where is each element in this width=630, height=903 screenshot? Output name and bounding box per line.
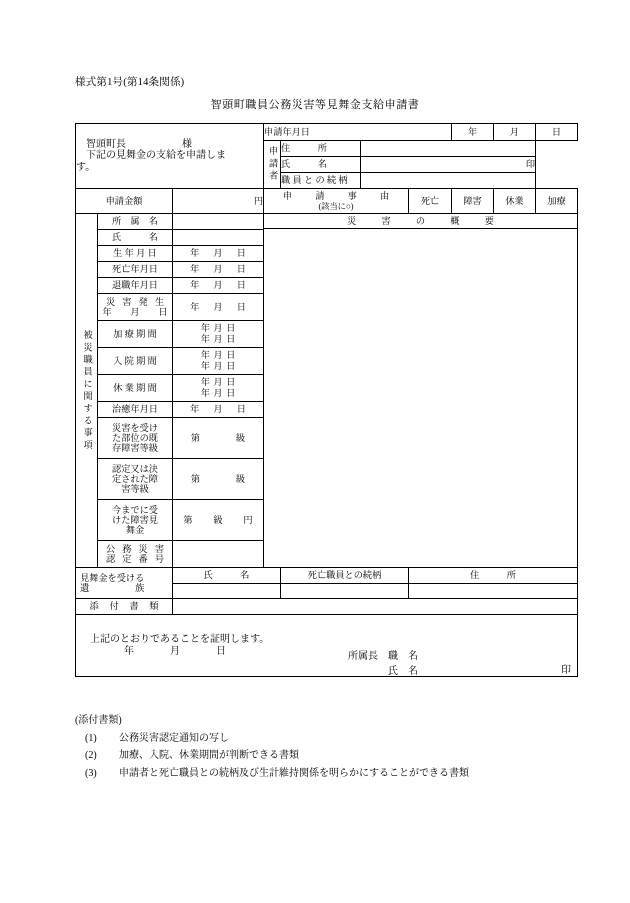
application-form-table [75, 123, 578, 677]
row-affiliation [76, 214, 578, 230]
applicant-address-label: 住 所 [281, 141, 361, 157]
victim-name-input[interactable] [173, 230, 264, 246]
amount-label: 申請金額 [76, 189, 173, 214]
certificate-signature-block [348, 649, 418, 679]
applicant-relation-label: 職 員 と の 続 柄 [281, 173, 361, 189]
victim-hospitalization-period-input[interactable] [173, 348, 264, 375]
reason-label: 申 請 事 由 [282, 191, 397, 202]
ymd-day: 日 [236, 264, 246, 275]
victim-row-label [98, 500, 173, 541]
grade-suffix: 級 [235, 473, 246, 484]
certificate-date-month: 月 [170, 645, 180, 657]
ymd-month: 月 [213, 361, 223, 371]
row-certificate [76, 615, 578, 677]
attachment-note-item [75, 765, 575, 783]
bereaved-column-address: 住 所 [409, 568, 578, 584]
previous-label-line3: 舞金 [125, 525, 145, 536]
disaster-overview-header: 災 害 の 概 要 [264, 214, 577, 229]
reason-sub-label: (該当に○) [318, 201, 354, 211]
certificate-chief-row [348, 649, 418, 664]
attachment-note-number: (2) [85, 750, 97, 761]
preexisting-label-line1: 災害を受け [112, 422, 158, 433]
grade-prefix: 第 [190, 473, 201, 484]
victim-row-label [98, 294, 173, 321]
applicant-vertical-label-text: 申請者 [267, 146, 278, 183]
application-date-month[interactable]: 月 [494, 124, 536, 141]
preexisting-label-line3: 存障害等級 [112, 443, 158, 454]
addressee-statement-1: 下記の見舞金の支給を申請しま [86, 150, 226, 162]
ymd-year: 年 [200, 349, 210, 360]
ymd-year: 年 [190, 280, 200, 291]
victim-row-label: 治癒年月日 [98, 402, 173, 418]
attachment-label: 添 付 書 類 [76, 599, 173, 615]
grade-suffix: 級 [235, 432, 246, 443]
victim-row-label: 生 年 月 日 [98, 246, 173, 262]
reason-label-cell [264, 189, 409, 214]
victim-row-label: 入 院 期 間 [98, 348, 173, 375]
victim-row-label [98, 541, 173, 568]
attachment-note-text: 加療、入院、休業期間が判断できる書類 [119, 750, 299, 761]
certified-label-line1: 認定又は決 [112, 463, 158, 474]
victim-cure-date-input[interactable] [173, 402, 264, 418]
grade-yen: 円 [243, 514, 253, 525]
ymd-day: 日 [236, 248, 246, 259]
certificate-block [76, 615, 578, 677]
addressee-block [76, 124, 264, 189]
grade-prefix: 第 [190, 432, 201, 443]
victim-certified-grade-input[interactable] [173, 459, 264, 500]
attachment-note-number: (1) [85, 732, 97, 744]
attachment-note-item [75, 730, 575, 748]
form-number: 様式第1号(第14条関係) [75, 77, 185, 88]
bereaved-name-input[interactable] [173, 584, 281, 599]
disaster-overview-cell[interactable] [264, 214, 578, 568]
certificate-chief-label: 所属長 [348, 651, 378, 662]
addressee-line [76, 139, 263, 150]
ymd-year: 年 [200, 388, 210, 398]
certificate-statement: 上記のとおりであることを証明します。 [90, 634, 270, 646]
incident-label-line1: 災 害 発 生 [105, 296, 167, 307]
ymd-year: 年 [190, 301, 200, 312]
application-date-day[interactable]: 日 [536, 124, 578, 141]
document-title: 智頭町職員公務災害等見舞金支給申請書 [210, 99, 420, 111]
reason-option-disability[interactable]: 障害 [452, 189, 494, 214]
ymd-year: 年 [200, 361, 210, 371]
victim-row-label: 休 業 期 間 [98, 375, 173, 402]
victim-vertical-label [76, 214, 98, 568]
applicant-name-input[interactable]: 印 [361, 157, 536, 173]
ymd-month: 月 [213, 334, 223, 344]
ymd-day: 日 [226, 322, 236, 333]
ymd-day: 日 [236, 280, 246, 291]
previous-label-line1: 今までに受 [112, 504, 158, 515]
ymd-day: 日 [236, 404, 246, 415]
grade-prefix: 第 [183, 514, 193, 525]
victim-retirement-date-input[interactable] [173, 278, 264, 294]
bereaved-label-line2: 遺 族 [80, 583, 145, 593]
victim-death-date-input[interactable] [173, 262, 264, 278]
attachment-note-number: (3) [85, 767, 97, 779]
row-bereaved-header [76, 568, 578, 584]
victim-row-label: 加 療 期 間 [98, 321, 173, 348]
certificate-date[interactable] [76, 646, 577, 657]
attachment-input[interactable] [173, 599, 578, 615]
victim-preexisting-grade-input[interactable] [173, 418, 264, 459]
reason-option-treatment[interactable]: 加療 [536, 189, 578, 214]
applicant-name-label: 氏 名 [281, 157, 361, 173]
row-amount-and-reason [76, 189, 578, 214]
ymd-year: 年 [190, 248, 200, 259]
bereaved-relation-input[interactable] [281, 584, 409, 599]
addressee-recipient: 智頭町長 [86, 139, 126, 151]
certificate-date-year: 年 [124, 645, 134, 657]
ymd-day: 日 [236, 301, 246, 312]
applicant-vertical-label [264, 141, 281, 189]
amount-input[interactable]: 円 [173, 189, 264, 214]
certificate-name-label: 氏 名 [388, 666, 418, 677]
certnum-label-line1: 公 務 災 害 [105, 543, 167, 554]
ymd-year: 年 [200, 322, 210, 333]
bereaved-column-relation: 死亡職員との続柄 [281, 568, 409, 584]
victim-row-label [98, 418, 173, 459]
application-date-label: 申請年月日 [264, 124, 452, 141]
ymd-day: 日 [226, 361, 236, 371]
application-date-year[interactable]: 年 [452, 124, 494, 141]
victim-row-label: 氏 名 [98, 230, 173, 246]
reason-option-death[interactable]: 死亡 [409, 189, 452, 214]
ymd-month: 月 [213, 301, 223, 312]
victim-previous-payment-input[interactable] [173, 500, 264, 541]
victim-leave-period-input[interactable] [173, 375, 264, 402]
row-application-date [76, 124, 578, 141]
ymd-day: 日 [226, 388, 236, 398]
ymd-month: 月 [213, 404, 223, 415]
bereaved-address-input[interactable] [409, 584, 578, 599]
certified-label-line2: 定された障 [112, 473, 158, 484]
victim-treatment-period-input[interactable] [173, 321, 264, 348]
bereaved-label-line1: 見舞金を受ける [80, 572, 145, 583]
reason-option-leave[interactable]: 休業 [494, 189, 536, 214]
certificate-seal-mark: 印 [561, 665, 572, 676]
victim-row-label: 死亡年月日 [98, 262, 173, 278]
ymd-month: 月 [213, 280, 223, 291]
certificate-name-row [348, 664, 418, 679]
victim-birth-date-input[interactable] [173, 246, 264, 262]
victim-certification-number-input[interactable] [173, 541, 264, 568]
certified-label-line3: 害等級 [121, 484, 149, 495]
victim-row-label [98, 459, 173, 500]
attachment-note-item [75, 747, 575, 765]
attachment-notes-heading: (添付書類) [75, 715, 122, 726]
addressee-statement-2: す。 [76, 161, 96, 173]
ymd-month: 月 [213, 248, 223, 259]
ymd-month: 月 [213, 376, 223, 387]
applicant-address-input[interactable] [361, 141, 536, 157]
ymd-year: 年 [200, 334, 210, 344]
certnum-label-line2: 認 定 番 号 [105, 554, 167, 564]
applicant-relation-input[interactable] [361, 173, 536, 189]
ymd-year: 年 [190, 404, 200, 415]
bereaved-column-name: 氏 名 [173, 568, 281, 584]
grade-suffix: 級 [213, 514, 223, 525]
attachment-note-text: 公務災害認定通知の写し [119, 732, 229, 744]
ymd-month: 月 [213, 388, 223, 398]
addressee-honorific: 様 [182, 139, 192, 151]
ymd-month: 月 [213, 264, 223, 275]
certificate-position-label: 職 名 [388, 651, 418, 662]
ymd-day: 日 [226, 349, 236, 360]
ymd-day: 日 [226, 334, 236, 344]
ymd-month: 月 [213, 349, 223, 360]
previous-label-line2: けた障害見 [112, 514, 158, 525]
bereaved-label [76, 568, 173, 599]
ymd-year: 年 [190, 264, 200, 275]
incident-label-line2: 年 月 日 [102, 307, 170, 317]
victim-incident-date-input[interactable] [173, 294, 264, 321]
victim-row-label: 退職年月日 [98, 278, 173, 294]
certificate-date-day: 日 [216, 645, 226, 657]
ymd-month: 月 [213, 322, 223, 333]
attachment-notes [75, 712, 575, 782]
victim-row-label: 所 属 名 [98, 214, 173, 230]
attachment-note-text: 申請者と死亡職員との続柄及び生計維持関係を明らかにすることができる書類 [119, 767, 469, 779]
preexisting-label-line2: た部位の既 [112, 432, 158, 443]
ymd-day: 日 [226, 376, 236, 387]
ymd-year: 年 [200, 376, 210, 387]
row-attachment [76, 599, 578, 615]
victim-affiliation-input[interactable] [173, 214, 264, 230]
victim-vertical-label-text: 被災職員に関する事項 [82, 329, 93, 452]
